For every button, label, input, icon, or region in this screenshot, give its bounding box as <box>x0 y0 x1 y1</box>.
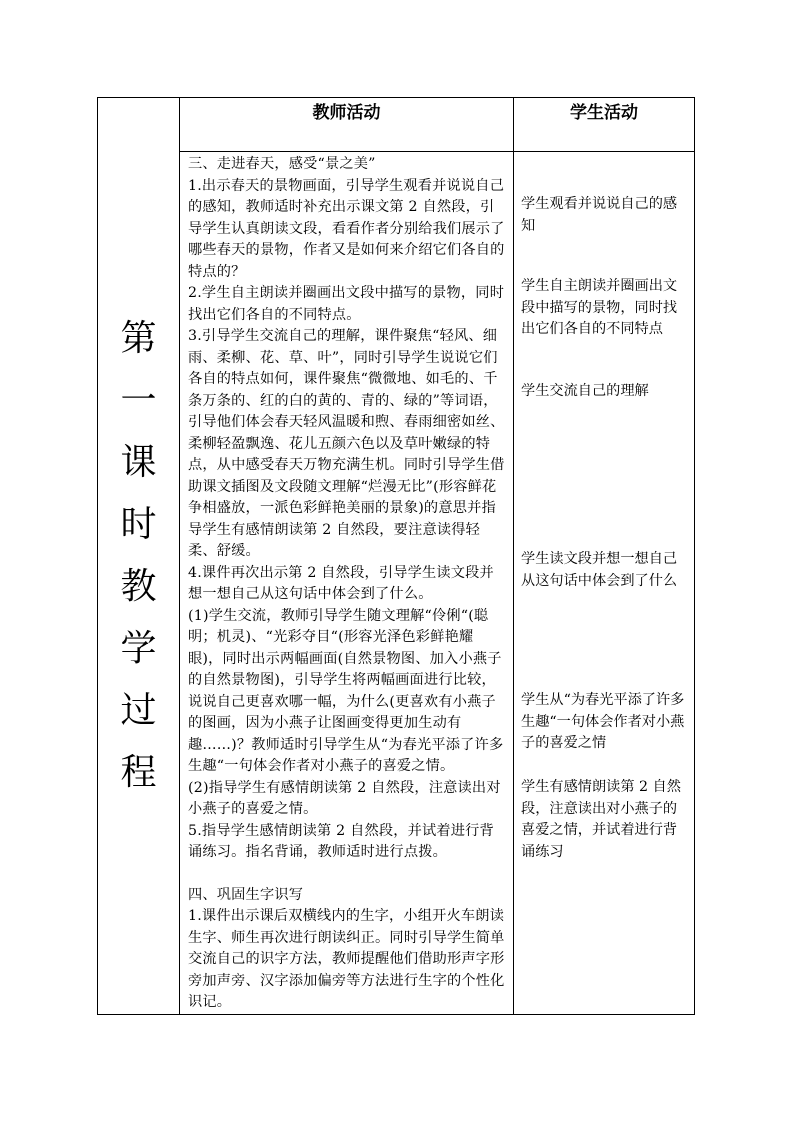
side-title: 第一课时教学过程 <box>120 317 157 793</box>
teacher-step-4a-1: 1.课件出示课后双横线内的生字，小组开火车朗读生字、师生再次进行朗读纠正。同时引导学生简单交流自己的识字方法，教师提醒他们借助形声字形旁加声旁、汉字添加偏旁等方法进行生字的个性化识记。 <box>188 908 505 1010</box>
table-header-row <box>98 98 695 152</box>
teacher-activity-header: 教师活动 <box>180 98 514 152</box>
student-item-1: 学生观看并说说自己的感知 <box>521 196 678 234</box>
student-item-6: 学生有感情朗读第 2 自然段，注意读出对小燕子的喜爱之情，并试着进行背诵练习 <box>521 779 681 860</box>
student-item-3: 学生交流自己的理解 <box>521 383 649 399</box>
section-heading-4: 四、巩固生字识写 <box>188 886 304 903</box>
student-item-5: 学生从“为春光平添了许多生趣“一句体会作者对小燕子的喜爱之情 <box>521 692 685 751</box>
teacher-step-4-1: (1)学生交流，教师引导学生随文理解“伶俐“(聪明；机灵)、“光彩夺目“(形容光泽色彩鲜艳耀眼)，同时出示两幅画面(自然景物图、加入小燕子的自然景物图)，引导学生将两幅画面进行比较，说说自己更喜欢哪一幅，为什么(更喜欢有小燕子的图画，因为小燕子让图画变得更加生动有趣……)？教师适时引导学生从“为春光平添了许多生趣“一句体会作者对小燕子的喜爱之情。 <box>188 607 504 774</box>
teacher-step-4-2: (2)指导学生有感情朗读第 2 自然段，注意读出对小燕子的喜爱之情。 <box>188 779 501 817</box>
student-activity-header: 学生活动 <box>514 98 695 152</box>
section-heading-3: 三、走进春天，感受“景之美” <box>188 156 376 172</box>
teacher-step-4: 4.课件再次出示第 2 自然段，引导学生读文段并想一想自己从这句话中体会到了什么。 <box>188 564 494 602</box>
teacher-step-3: 3.引导学生交流自己的理解，课件聚焦“轻风、细雨、柔柳、花、草、叶”，同时引导学生说说它们各自的特点如何，课件聚焦“微微地、如毛的、千条万条的、红的白的黄的、青的、绿的”等词语，引导他们体会春天轻风温暖和煦、春雨细密如丝、柔柳轻盈飘逸、花儿五颜六色以及草叶嫩绿的特点，从中感受春天万物充满生机。同时引导学生借助课文插图及文段随文理解“烂漫无比”(形容鲜花争相盛放，一派色彩鲜艳美丽的景象)的意思并指导学生有感情朗读第 2 自然段，要注意读得轻柔、舒缓。 <box>188 328 505 559</box>
lesson-plan-table <box>97 97 695 1015</box>
teacher-activity-text <box>180 152 513 1014</box>
student-activity-cell <box>514 152 695 1015</box>
table-body-row <box>98 152 695 1015</box>
teacher-step-2: 2.学生自主朗读并圈画出文段中描写的景物，同时找出它们各自的不同特点。 <box>188 285 505 323</box>
student-item-2: 学生自主朗读并圈画出文段中描写的景物，同时找出它们各自的不同特点 <box>521 278 678 337</box>
teacher-step-5: 5.指导学生感情朗读第 2 自然段，并试着进行背诵练习。指名背诵，教师适时进行点拨。 <box>188 822 494 860</box>
teacher-step-1: 1.出示春天的景物画面，引导学生观看并说说自己的感知，教师适时补充出示课文第 2 自然段，引导学生认真朗读文段，看看作者分别给我们展示了哪些春天的景物，作者又是如何来介绍它们各自的特点的？ <box>188 177 505 280</box>
student-item-4: 学生读文段并想一想自己从这句话中体会到了什么 <box>521 551 678 589</box>
side-title-cell <box>98 98 180 1015</box>
paragraph-gap <box>188 864 507 885</box>
teacher-activity-cell <box>180 152 514 1015</box>
